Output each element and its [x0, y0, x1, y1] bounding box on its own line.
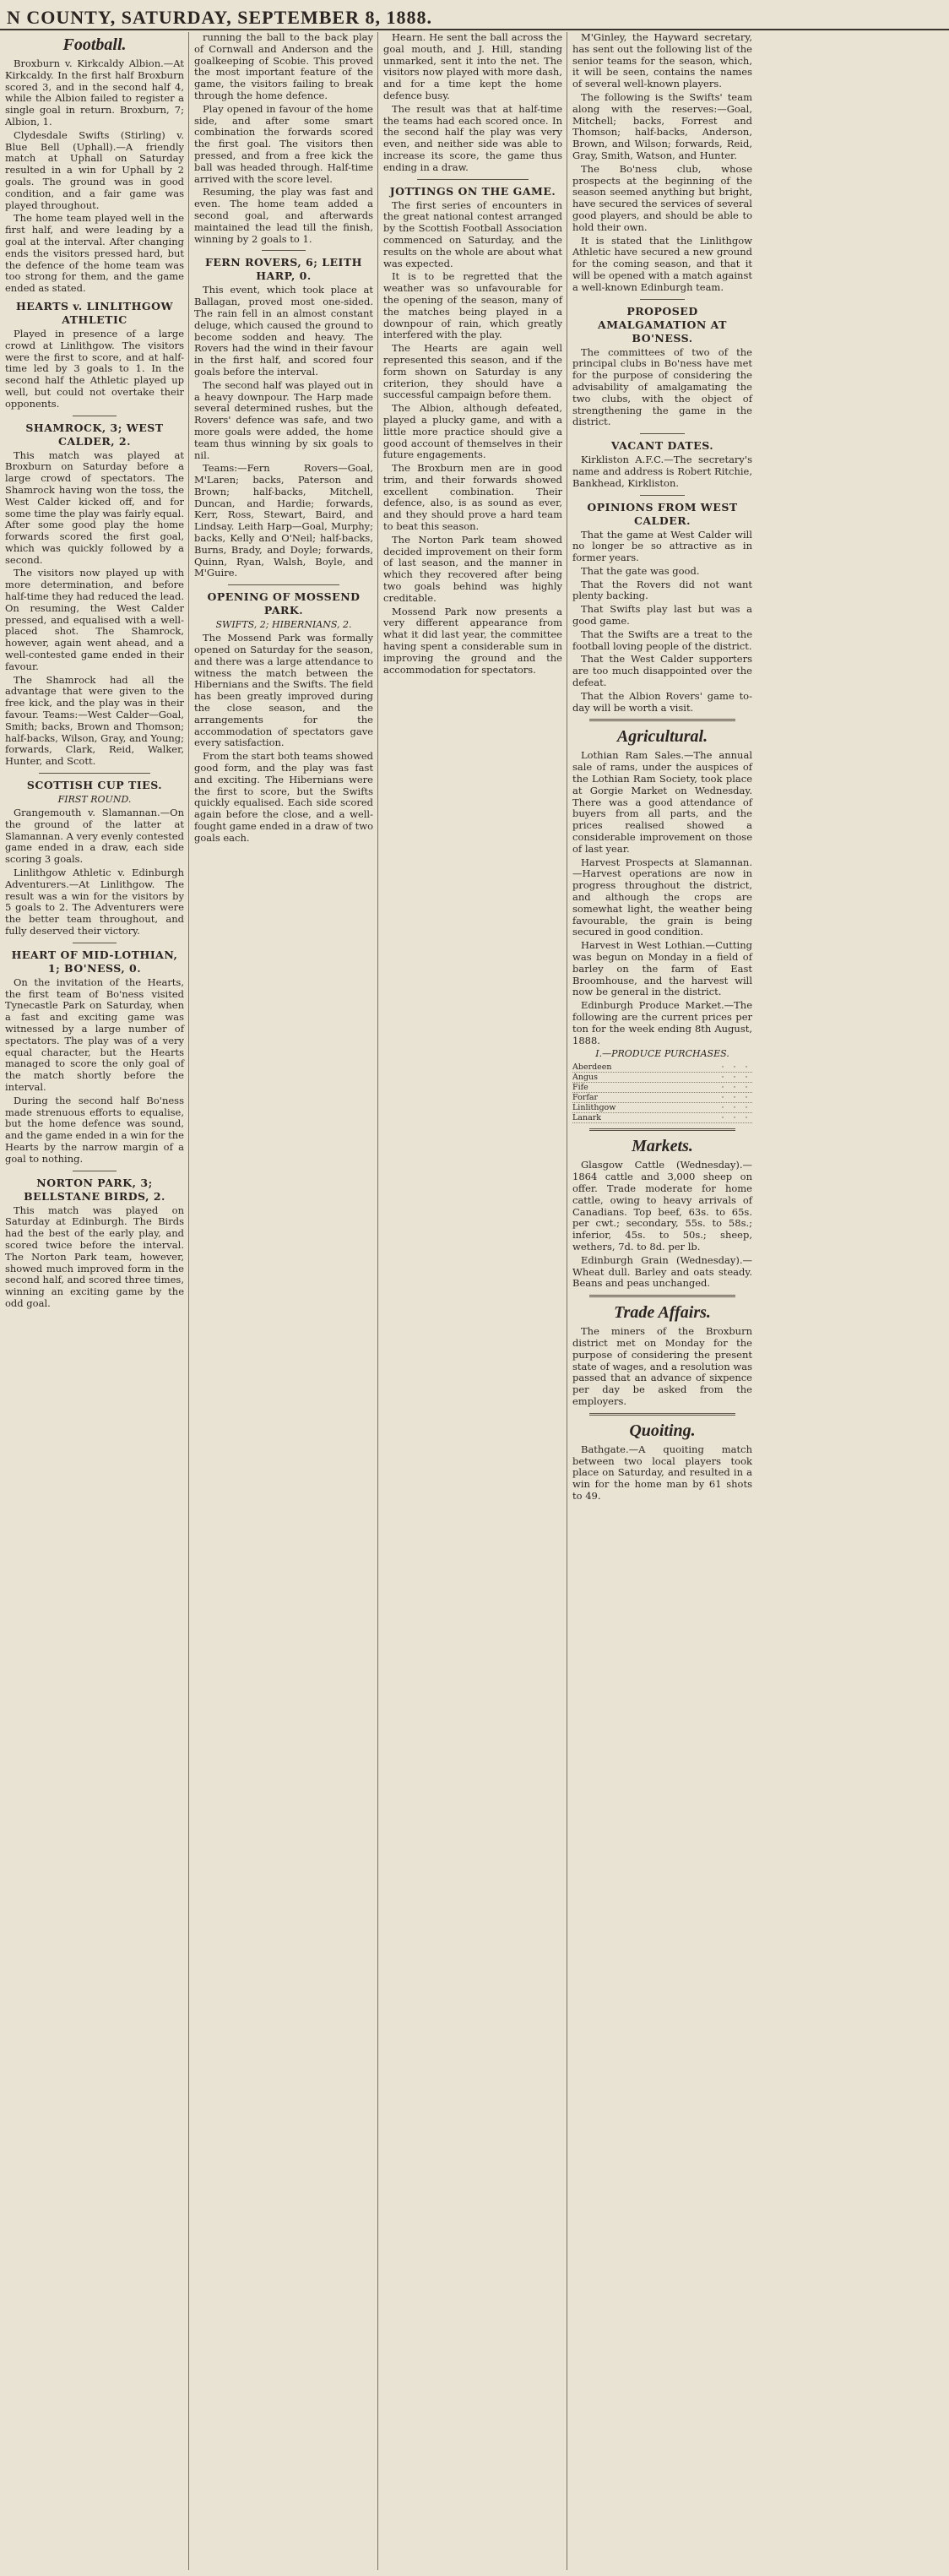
column-2 — [189, 32, 378, 2570]
table-row: Angus · · · — [572, 1073, 752, 1083]
article-paragraph: That the Rovers did not want plenty backing. — [572, 578, 752, 602]
article-heading: NORTON PARK, 3; BELLSTANE BIRDS, 2. — [24, 1176, 165, 1203]
table-cell: Linlithgow — [572, 1103, 616, 1113]
article-heading: SCOTTISH CUP TIES. — [26, 779, 163, 792]
article-paragraph: From the start both teams showed good form, and the play was fast and exciting. The Hibernians were the first to score, but the Swifts quickly equalised. Each side scored again before the close, and a well-fought game ended in a draw of two goals each. — [194, 750, 373, 844]
article-paragraph: The Bo'ness club, whose prospects at the beginning of the season seemed anything but bright, have secured the services of several good players, and should be able to hold their own. — [572, 162, 752, 233]
article-paragraph: running the ball to the back play of Cornwall and Anderson and the goalkeeping of Scobie. This proved the most important feature of the game, the visitors failing to break through the home defence. — [194, 32, 373, 101]
divider — [640, 433, 685, 434]
article-paragraph: The second half was played out in a heavy downpour. The Harp made several determined rushes, but the Rovers' defence was safe, and two more goals were added, the home team thus winning by six goals to nil. — [194, 378, 373, 461]
article-paragraph: Harvest Prospects at Slamannan.—Harvest operations are now in progress throughout the district, and although the crops are somewhat light, the weather being favourable, the grain is being secured in good condition. — [572, 856, 752, 938]
divider — [39, 773, 150, 774]
article-paragraph: That the Swifts are a treat to the football loving people of the district. — [572, 628, 752, 652]
column-3 — [378, 32, 567, 2570]
article-paragraph: The visitors now played up with more determination, and before half-time they had reduced the lead. On resuming, the West Calder pressed, and equalised with a well-placed shot. The Shamrock, however, again went ahead, and a well-contested game ended in their favour. — [5, 567, 184, 672]
article-heading: OPENING OF MOSSEND PARK. — [207, 590, 361, 617]
produce-table — [572, 1062, 752, 1123]
divider — [640, 495, 685, 496]
section-heading-trade-affairs: Trade Affairs. — [614, 1303, 711, 1323]
article-paragraph: It is stated that the Linlithgow Athletic have secured a new ground for the coming season, and that it will be opened with a match against a well-known Edinburgh team. — [572, 234, 752, 293]
article-paragraph: The result was that at half-time the teams had each scored once. In the second half the play was very even, and neither side was able to increase its score, the game thus ending in a draw. — [383, 102, 562, 173]
section-heading-football: Football. — [62, 35, 127, 54]
column-4 — [567, 32, 756, 2570]
article-paragraph: Mossend Park now presents a very different appearance from what it did last year, the committee having spent a considerable sum in improving the ground and the accommodation for spectators. — [383, 605, 562, 676]
article-paragraph: On the invitation of the Hearts, the first team of Bo'ness visited Tynecastle Park on Saturday, when a fast and exciting game was witnessed by a large number of spectators. The play was of a very equal character, but the Hearts managed to score the only goal of the match shortly before the interval. — [5, 976, 184, 1093]
table-row: Fife · · · — [572, 1083, 752, 1093]
article-paragraph: The Albion, although defeated, played a plucky game, and with a little more practice should give a good account of themselves in their future engagements. — [383, 402, 562, 461]
divider — [589, 1128, 735, 1131]
divider — [589, 1413, 735, 1416]
article-heading: SHAMROCK, 3; WEST CALDER, 2. — [25, 421, 164, 448]
article-paragraph: The Mossend Park was formally opened on Saturday for the season, and there was a large attendance to witness the match between the Hibernians and the Swifts. The field has been greatly improved during the close season, and the arrangements for the accommodation of spectators gave every satisfaction. — [194, 632, 373, 749]
section-heading-quoiting: Quoiting. — [629, 1421, 696, 1440]
article-paragraph: This event, which took place at Ballagan, proved most one-sided. The rain fell in an almost constant deluge, which caused the ground to become sodden and heavy. The Rovers had the wind in their favour in the first half, and scored four goals before the interval. — [194, 284, 373, 378]
divider — [589, 1295, 735, 1297]
article-heading: FERN ROVERS, 6; LEITH HARP, 0. — [205, 256, 362, 283]
article-paragraph: Teams:—Fern Rovers—Goal, M'Laren; backs, Paterson and Brown; half-backs, Mitchell, Duncan, and Hardie; forwards, Kerr, Ross, Stewart, Baird, and Lindsay. Leith Harp—Goal, Murphy; backs, Kelly and O'Neil; half-backs, Burns, Brady, and Doyle; forwards, Quinn, Ryan, Walsh, Boyle, and M'Guire. — [194, 462, 373, 579]
article-paragraph: Glasgow Cattle (Wednesday).—1864 cattle and 3,000 sheep on offer. Trade moderate for home cattle, owing to heavy arrivals of Canadians. Top beef, 63s. to 65s. per cwt.; secondary, 55s. to 58s.; inferior, 45s. to 50s.; sheep, wethers, 7d. to 8d. per lb. — [572, 1159, 752, 1253]
table-cell: Aberdeen — [572, 1062, 612, 1073]
article-heading: JOTTINGS ON THE GAME. — [389, 184, 556, 198]
table-cell: Forfar — [572, 1093, 599, 1103]
table-row: Lanark · · · — [572, 1113, 752, 1123]
article-subheading: FIRST ROUND. — [57, 794, 132, 806]
columns — [0, 32, 949, 2570]
divider — [262, 250, 306, 251]
article-paragraph: Resuming, the play was fast and even. The home team added a second goal, and afterwards maintained the lead till the finish, winning by 2 goals to 1. — [194, 186, 373, 245]
article-paragraph: This match was played at Broxburn on Saturday before a large crowd of spectators. The Shamrock having won the toss, the West Calder kicked off, and for some time the play was fairly equal. After some good play the home forwards scored the first goal, which was quickly followed by a second. — [5, 448, 184, 566]
divider — [417, 179, 529, 180]
article-paragraph: Edinburgh Produce Market.—The following are the current prices per ton for the week ending 8th August, 1888. — [572, 999, 752, 1046]
article-paragraph: The Hearts are again well represented this season, and if the form shown on Saturday is any criterion, they should have a successful campaign before them. — [383, 342, 562, 401]
article-paragraph: Played in presence of a large crowd at Linlithgow. The visitors were the first to score, and at half-time led by 3 goals to 1. In the second half the Athletic played up well, but could not overtake their opponents. — [5, 327, 184, 410]
article-paragraph: The first series of encounters in the great national contest arranged by the Scottish Football Association commenced on Saturday, and the results on the whole are about what was expected. — [383, 198, 562, 269]
divider — [640, 299, 685, 300]
article-paragraph: This match was played on Saturday at Edinburgh. The Birds had the best of the early play, and scored twice before the interval. The Norton Park team, however, showed much improved form in the second half, and scored three times, winning an exciting game by the odd goal. — [5, 1204, 184, 1309]
article-heading: HEARTS v. LINLITHGOW ATHLETIC — [15, 299, 173, 326]
article-paragraph: The miners of the Broxburn district met on Monday for the purpose of considering the present state of wages, and a resolution was passed that an advance of sixpence per day be asked from the employers. — [572, 1325, 752, 1407]
table-cell: Angus — [572, 1073, 599, 1083]
article-paragraph: The home team played well in the first half, and were leading by a goal at the interval. After changing ends the visitors pressed hard, but the defence of the home team was too strong for them, and the game ended as stated. — [5, 212, 184, 295]
article-paragraph: Bathgate.—A quoiting match between two local players took place on Saturday, and resulted in a win for the home man by 61 shots to 49. — [572, 1443, 752, 1502]
article-paragraph: Lothian Ram Sales.—The annual sale of rams, under the auspices of the Lothian Ram Society, took place at Gorgie Market on Wednesday. There was a good attendance of buyers from all parts, and the prices realised showed a considerable improvement on those of last year. — [572, 749, 752, 855]
table-cell: Lanark — [572, 1113, 602, 1123]
article-paragraph: Edinburgh Grain (Wednesday).—Wheat dull. Barley and oats steady. Beans and peas unchanged. — [572, 1253, 752, 1290]
article-paragraph: Play opened in favour of the home side, and after some smart combination the forwards scored the first goal. The visitors then pressed, and from a free kick the ball was headed through. Half-time arrived with the score level. — [194, 102, 373, 185]
article-heading: PROPOSED AMALGAMATION AT BO'NESS. — [598, 304, 727, 345]
masthead — [0, 0, 949, 30]
article-paragraph: The Norton Park team showed decided improvement on their form of last season, and the manner in which they recovered after being two goals behind was highly creditable. — [383, 533, 562, 604]
article-paragraph: The committees of two of the principal clubs in Bo'ness have met for the purpose of considering the advisability of amalgamating the two clubs, with the object of strengthening the game in the district. — [572, 345, 752, 428]
article-heading: HEART OF MID-LOTHIAN, 1; BO'NESS, 0. — [11, 948, 178, 975]
column-1 — [0, 32, 189, 2570]
table-row: Linlithgow · · · — [572, 1103, 752, 1113]
article-paragraph: That the Albion Rovers' game to-day will be worth a visit. — [572, 689, 752, 714]
article-paragraph: It is to be regretted that the weather was so unfavourable for the opening of the season, many of the matches being played in a downpour of rain, which greatly interfered with the play. — [383, 270, 562, 341]
section-heading-markets: Markets. — [632, 1137, 693, 1156]
article-paragraph: Kirkliston A.F.C.—The secretary's name and address is Robert Ritchie, Bankhead, Kirkliston. — [572, 454, 752, 489]
article-paragraph: The following is the Swifts' team along with the reserves:—Goal, Mitchell; backs, Forrest and Thomson; half-backs, Anderson, Brown, and Wilson; forwards, Reid, Gray, Smith, Watson, and Hunter. — [572, 90, 752, 161]
masthead-dateline: N COUNTY, SATURDAY, SEPTEMBER 8, 1888. — [7, 7, 432, 28]
article-paragraph: Harvest in West Lothian.—Cutting was begun on Monday in a field of barley on the farm of East Broomhouse, and the harvest will now be general in the district. — [572, 939, 752, 998]
article-heading: OPINIONS FROM WEST CALDER. — [587, 500, 738, 527]
article-paragraph: The Shamrock had all the advantage that were given to the free kick, and the play was in their favour. Teams:—West Calder—Goal, Smith; backs, Brown and Thomson; half-backs, Wilson, Gray, and Young; forwards, Clark, Reid, Walker, Hunter, and Scott. — [5, 673, 184, 768]
article-subheading: SWIFTS, 2; HIBERNIANS, 2. — [215, 619, 352, 631]
divider — [589, 719, 735, 721]
article-paragraph: Clydesdale Swifts (Stirling) v. Blue Bell (Uphall).—A friendly match at Uphall on Saturday resulted in a win for Uphall by 2 goals. The ground was in good condition, and a fair game was played throughout. — [5, 128, 184, 211]
article-paragraph: That Swifts play last but was a good game. — [572, 603, 752, 628]
table-cell: Fife — [572, 1083, 588, 1093]
table-row: Forfar · · · — [572, 1093, 752, 1103]
article-heading: VACANT DATES. — [610, 439, 714, 453]
article-paragraph: M'Ginley, the Hayward secretary, has sent out the following list of the senior teams for the season, which, it will be seen, contains the names of several well-known players. — [572, 32, 752, 90]
table-title: I.—PRODUCE PURCHASES. — [595, 1048, 729, 1060]
article-paragraph: That the gate was good. — [581, 564, 700, 577]
table-row: Aberdeen · · · — [572, 1062, 752, 1073]
article-paragraph: Broxburn v. Kirkcaldy Albion.—At Kirkcaldy. In the first half Broxburn scored 3, and in the second half 4, while the Albion failed to register a single goal in return. Broxburn, 7; Albion, 1. — [5, 57, 184, 128]
article-paragraph: Hearn. He sent the ball across the goal mouth, and J. Hill, standing unmarked, sent it into the net. The visitors now played with more dash, and for a time kept the home defence busy. — [383, 32, 562, 101]
article-paragraph: During the second half Bo'ness made strenuous efforts to equalise, but the home defence was sound, and the game ended in a win for the Hearts by the narrow margin of a goal to nothing. — [5, 1094, 184, 1165]
article-paragraph: Linlithgow Athletic v. Edinburgh Adventurers.—At Linlithgow. The result was a win for the visitors by 5 goals to 2. The Adventurers were the better team throughout, and fully deserved their victory. — [5, 867, 184, 937]
article-paragraph: The Broxburn men are in good trim, and their forwards showed excellent combination. Their defence, also, is as sound as ever, and they should prove a hard team to beat this season. — [383, 462, 562, 533]
article-paragraph: That the game at West Calder will no longer be so attractive as in former years. — [572, 528, 752, 564]
article-paragraph: That the West Calder supporters are too much disappointed over the defeat. — [572, 653, 752, 689]
article-paragraph: Grangemouth v. Slamannan.—On the ground of the latter at Slamannan. A very evenly contested game ended in a draw, each side scoring 3 goals. — [5, 807, 184, 866]
section-heading-agricultural: Agricultural. — [616, 727, 708, 747]
divider — [228, 584, 339, 585]
